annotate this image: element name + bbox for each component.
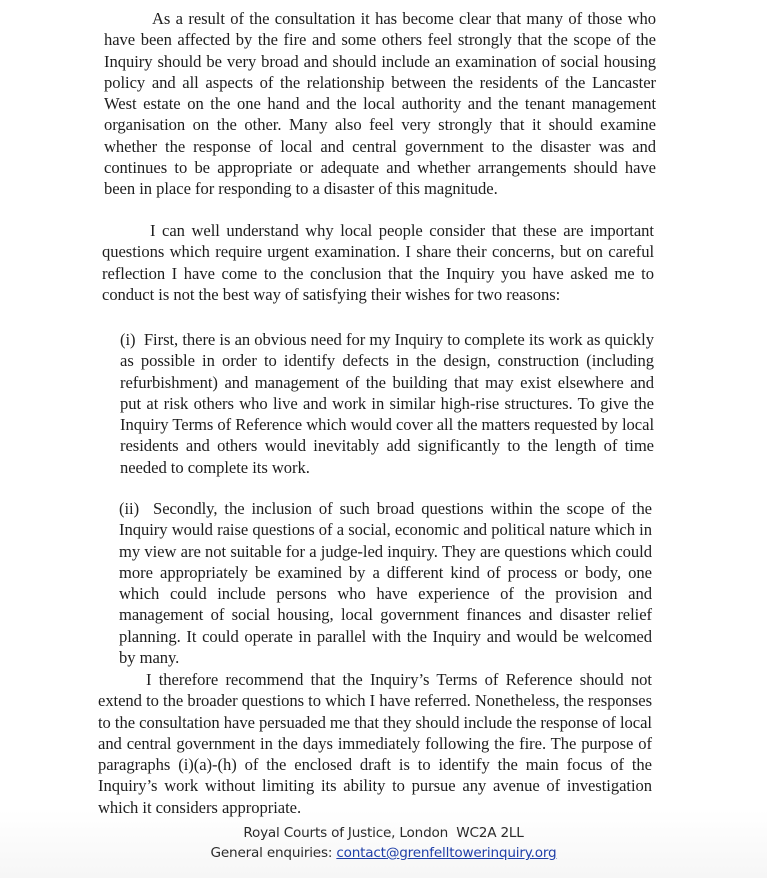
reason-text: Secondly, the inclusion of such broad questions within the scope of the Inquiry would raise questions of a social, economic and political nature which in my view are not suitable for a judge-led inquiry. They are questions which could more appropriately be examined by a different kind of process or body, one which could include persons who have experience of the provision and management of social housing, local government finances and disaster relief planning. It could operate in parallel with the Inquiry and would be welcomed by many.	[119, 499, 653, 668]
reason-marker: (i)	[120, 330, 136, 349]
paragraph-scope-concerns: As a result of the consultation it has become clear that many of those who have been affected by the fire and some others feel strongly that the scope of the Inquiry should be very broad and should include an examination of social housing policy and all aspects of the relationship between the residents of the Lancaster West estate on the one hand and the local authority and the tenant management organisation on the other. Many also feel very strongly that it should examine whether the response of local and central government to the disaster was and continues to be appropriate or adequate and whether arrangements should have been in place for responding to a disaster of this magnitude.	[104, 9, 656, 199]
reason-text: First, there is an obvious need for my Inquiry to complete its work as quickly as possible in order to identify defects in the design, construction (including refurbishment) and management of the building that may exist elsewhere and put at risk others who live and work in similar high-rise structures. To give the Inquiry Terms of Reference which would cover all the matters requested by local residents and others would inevitably add significantly to the length of time needed to complete its work.	[120, 330, 654, 477]
footer-address: Royal Courts of Justice, London WC2A 2LL	[243, 825, 524, 841]
paragraph-understanding: I can well understand why local people consider that these are important questions which require urgent examination. I share their concerns, but on careful reflection I have come to the conclusion that the Inquiry you have asked me to conduct is not the best way of satisfying their wishes for two reasons:	[102, 221, 654, 304]
reason-item-second	[119, 498, 652, 668]
reason-item-first	[120, 329, 654, 478]
contact-email-link[interactable]: contact@grenfelltowerinquiry.org	[336, 845, 557, 861]
paragraph-recommendation: I therefore recommend that the Inquiry’s Terms of Reference should not extend to the broader questions to which I have referred. Nonetheless, the responses to the consultation have persuaded me that they should include the response of local and central government in the days immediately following the fire. The purpose of paragraphs (i)(a)-(h) of the enclosed draft is to identify the main focus of the Inquiry’s work without limiting its ability to pursue any avenue of investigation which it considers appropriate.	[98, 670, 652, 817]
footer-enquiries	[0, 843, 767, 863]
enquiries-label: General enquiries:	[210, 845, 337, 861]
reason-marker: (ii)	[119, 499, 140, 518]
